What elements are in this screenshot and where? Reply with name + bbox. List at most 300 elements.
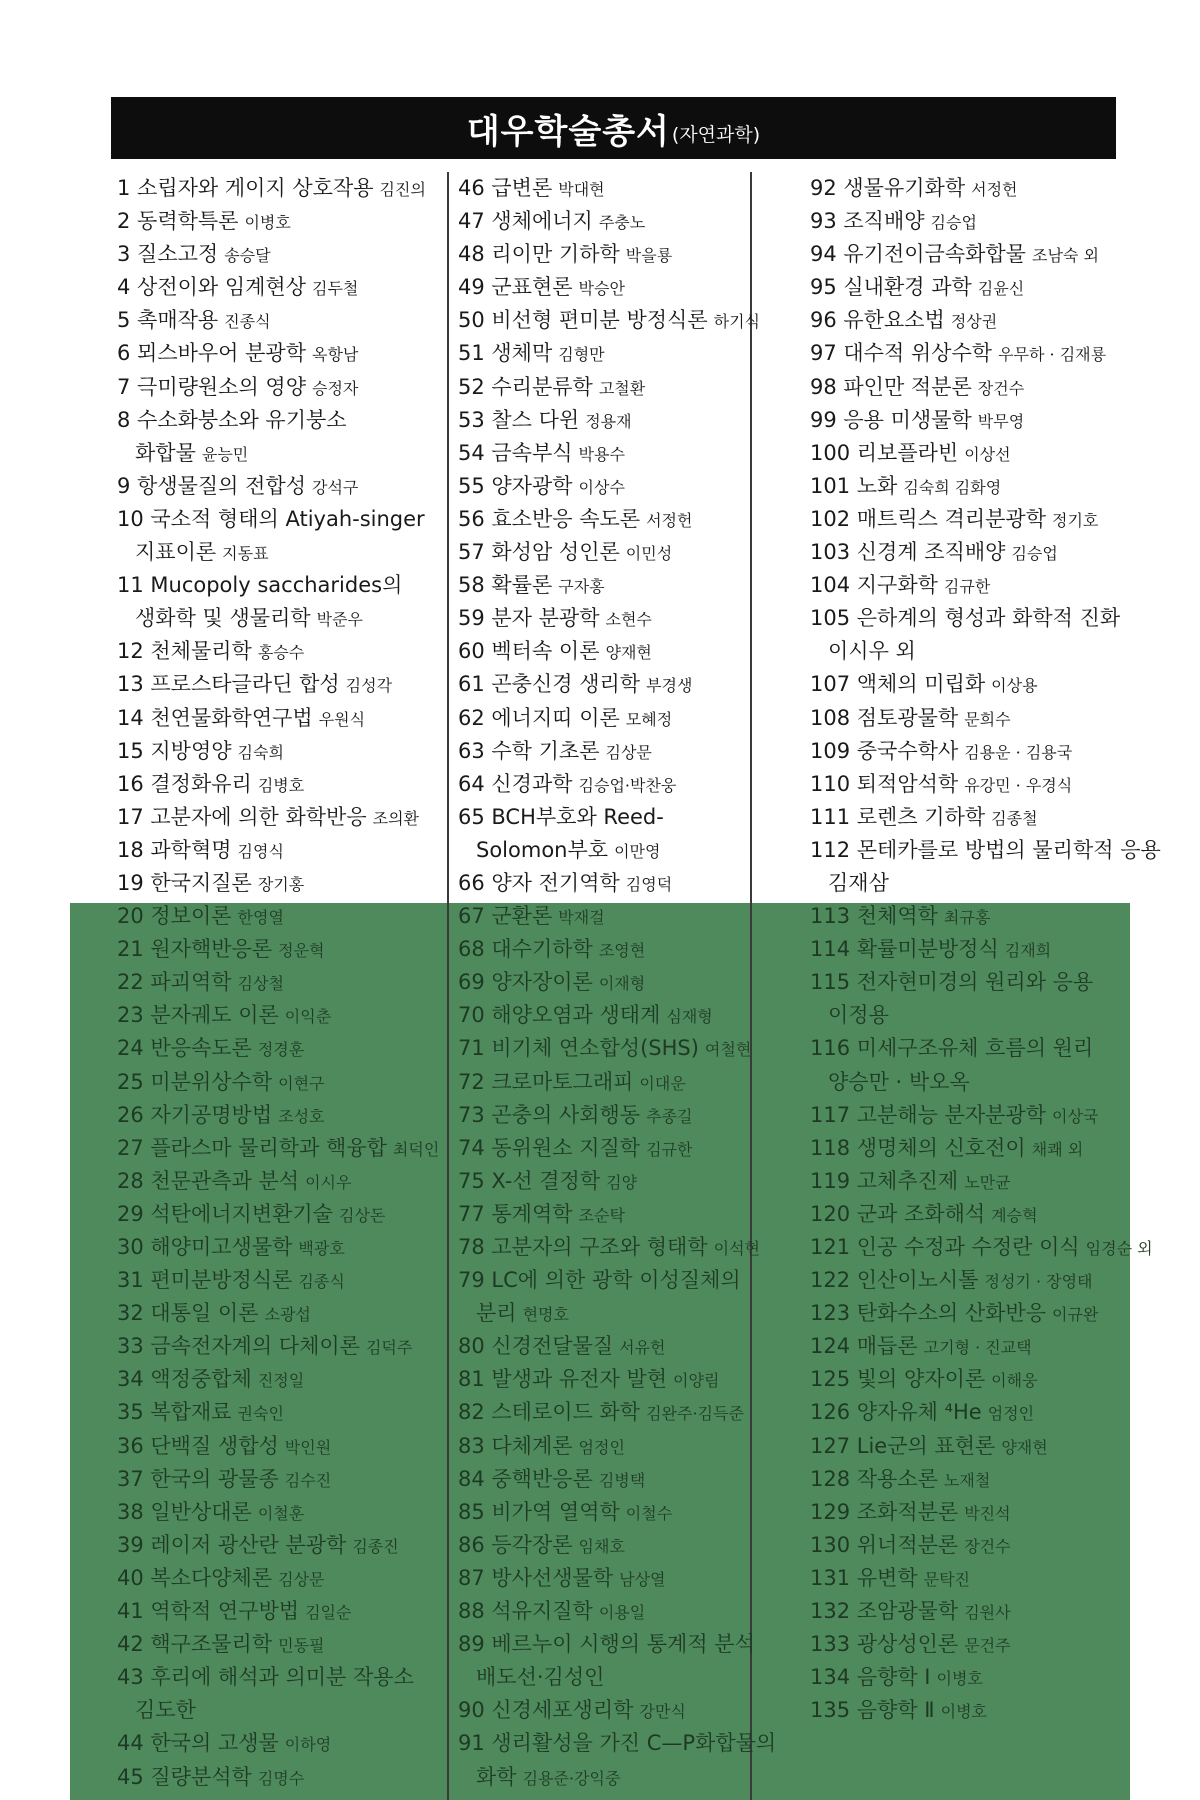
book-author: 문탁진 <box>923 1569 970 1589</box>
book-author: 이병호 <box>936 1669 983 1689</box>
book-list-item <box>117 271 439 304</box>
book-list-column-1 <box>117 172 439 1794</box>
book-author: 이익춘 <box>284 1007 332 1027</box>
book-list-item <box>458 635 782 668</box>
book-list-item <box>458 1032 782 1065</box>
book-list-item <box>458 1727 782 1760</box>
book-list-item <box>117 304 439 337</box>
book-list-item <box>117 933 439 966</box>
book-list-item <box>458 1396 782 1429</box>
book-title: 73 곤충의 사회행동 <box>458 1102 641 1127</box>
book-title: 배도선·김성인 <box>476 1665 605 1690</box>
book-list-item <box>810 1330 1167 1363</box>
book-author: 김상문 <box>278 1569 325 1589</box>
book-author: 소광섭 <box>264 1305 311 1325</box>
book-author: 정경훈 <box>257 1040 305 1060</box>
book-author: 김형만 <box>558 345 605 365</box>
book-list-item <box>810 1430 1167 1463</box>
book-author: 이병호 <box>244 213 291 233</box>
book-author: 엄정인 <box>578 1437 625 1457</box>
book-title: 96 유한요소법 <box>810 308 945 333</box>
book-title: 김재삼 <box>828 870 889 895</box>
book-list-item <box>117 1761 439 1794</box>
book-author: 김승업·박찬웅 <box>578 775 677 795</box>
book-title: 83 다체계론 <box>458 1433 573 1458</box>
book-list-item <box>117 867 439 900</box>
book-author: 김종식 <box>298 1272 345 1292</box>
book-title: 94 유기전이금속화합물 <box>810 242 1026 267</box>
book-list-item <box>458 371 782 404</box>
book-author: 최규홍 <box>943 908 991 928</box>
book-author: 김완주·김득준 <box>646 1404 744 1424</box>
book-title: 31 편미분방정식론 <box>117 1268 293 1293</box>
book-author: 이병호 <box>940 1702 988 1722</box>
book-list-item <box>117 966 439 999</box>
book-title: 44 한국의 고생물 <box>117 1731 279 1756</box>
book-author: 조영현 <box>598 941 646 961</box>
book-list-item <box>810 999 1167 1032</box>
book-list-item <box>810 1562 1167 1595</box>
book-author: 문건주 <box>964 1636 1011 1656</box>
book-author: 한영열 <box>237 908 284 928</box>
book-author: 김원사 <box>964 1603 1011 1623</box>
book-title: 88 석유지질학 <box>458 1599 593 1624</box>
book-list-item <box>810 371 1167 404</box>
book-list-item <box>458 536 782 569</box>
book-list-item <box>810 668 1167 701</box>
book-list-item <box>458 470 782 503</box>
book-author: 최덕인 <box>392 1139 440 1159</box>
book-list-item <box>810 172 1167 205</box>
book-list-item <box>117 1496 439 1529</box>
book-author: 김숙희 <box>237 742 284 762</box>
book-title: 김도한 <box>135 1698 196 1723</box>
book-author: 정상권 <box>950 312 998 332</box>
book-title: 48 리이만 기하학 <box>458 242 620 267</box>
book-author: 윤능민 <box>201 444 249 464</box>
book-list-item <box>117 702 439 735</box>
book-title: 4 상전이와 임계현상 <box>117 275 306 300</box>
book-author: 권숙인 <box>237 1404 284 1424</box>
book-author: 김숙희 김화영 <box>903 477 1002 497</box>
book-author: 정성기 · 장영태 <box>984 1272 1093 1292</box>
book-author: 홍승수 <box>257 643 305 663</box>
book-list-item <box>810 1463 1167 1496</box>
book-title: 양승만 · 박오옥 <box>828 1069 970 1094</box>
book-list-item <box>810 1264 1167 1297</box>
book-title: 1 소립자와 게이지 상호작용 <box>117 176 374 200</box>
book-list-item <box>810 1297 1167 1330</box>
book-list-item <box>810 1032 1167 1065</box>
book-list-item <box>810 271 1167 304</box>
book-author: 채쾌 외 <box>1031 1139 1084 1159</box>
book-title: 84 중핵반응론 <box>458 1466 593 1491</box>
book-list-item <box>117 801 439 834</box>
book-list-item <box>810 1396 1167 1429</box>
book-author: 문희수 <box>964 709 1011 729</box>
book-list-item <box>810 1165 1167 1198</box>
book-list-item <box>458 1529 782 1562</box>
book-author: 김명수 <box>257 1768 305 1788</box>
book-list-item <box>458 1595 782 1628</box>
book-author: 양재현 <box>605 643 652 663</box>
book-list-item <box>810 1099 1167 1132</box>
book-title: 20 정보이론 <box>117 904 232 929</box>
book-author: 주충노 <box>598 213 646 233</box>
book-author: 이양림 <box>673 1371 720 1391</box>
book-title: 90 신경세포생리학 <box>458 1698 634 1723</box>
book-list-item <box>117 1231 439 1264</box>
book-author: 김일순 <box>305 1603 352 1623</box>
book-list-item <box>117 1198 439 1231</box>
book-title: 9 항생물질의 전합성 <box>117 473 306 498</box>
book-list-item <box>117 1132 439 1165</box>
book-list-item <box>458 503 782 536</box>
book-author: 승정자 <box>312 378 359 398</box>
book-title: Solomon부호 <box>476 837 609 862</box>
book-list-item <box>810 635 1167 668</box>
book-list-item <box>458 735 782 768</box>
book-title: 13 프로스타글라딘 합성 <box>117 672 340 697</box>
book-list-item <box>810 1363 1167 1396</box>
book-title: 85 비가역 열역학 <box>458 1499 620 1524</box>
book-author: 장기홍 <box>257 874 305 894</box>
book-list-item <box>117 1430 439 1463</box>
book-author: 조의환 <box>372 808 419 828</box>
book-author: 김두철 <box>312 279 359 299</box>
book-list-item <box>117 1529 439 1562</box>
book-list-item <box>810 900 1167 933</box>
book-author: 추종길 <box>646 1106 693 1126</box>
book-title: 34 액정중합체 <box>117 1367 252 1392</box>
book-title: 120 군과 조화해석 <box>810 1201 986 1226</box>
book-title: 114 확률미분방정식 <box>810 937 999 962</box>
book-title: 46 급변론 <box>458 176 553 200</box>
book-list-item <box>117 172 439 205</box>
book-author: 김규한 <box>646 1139 693 1159</box>
book-title: 50 비선형 편미분 방정식론 <box>458 308 708 333</box>
book-title: 40 복소다양체론 <box>117 1565 273 1590</box>
book-author: 이해웅 <box>991 1371 1038 1391</box>
book-title: 82 스테로이드 화학 <box>458 1400 641 1425</box>
book-list-item <box>117 503 439 536</box>
book-list-item <box>810 1496 1167 1529</box>
series-subtitle: (자연과학) <box>671 123 761 146</box>
book-list-item <box>810 1231 1167 1264</box>
book-list-item <box>458 1661 782 1694</box>
book-list-item <box>117 1661 439 1694</box>
book-title: 33 금속전자계의 다체이론 <box>117 1334 360 1359</box>
book-list-item <box>117 1297 439 1330</box>
book-list-item <box>810 536 1167 569</box>
book-list-item <box>458 867 782 900</box>
book-list-item <box>810 1661 1167 1694</box>
book-title: 119 고체추진제 <box>810 1168 959 1193</box>
book-title: 28 천문관측과 분석 <box>117 1168 300 1193</box>
book-author: 하기식 <box>713 312 760 332</box>
book-title: 27 플라스마 물리학과 핵융합 <box>117 1135 387 1160</box>
book-title: 91 생리활성을 가진 C—P화합물의 <box>458 1731 777 1756</box>
book-title: 17 고분자에 의한 화학반응 <box>117 804 367 829</box>
book-title: 38 일반상대론 <box>117 1499 252 1524</box>
book-list-item <box>810 735 1167 768</box>
book-list-item <box>458 1198 782 1231</box>
book-author: 이상선 <box>964 444 1011 464</box>
book-title: 66 양자 전기역학 <box>458 870 620 895</box>
book-list-item <box>810 304 1167 337</box>
book-title: 113 천체역학 <box>810 904 938 929</box>
book-title: 70 해양오염과 생태계 <box>458 1003 661 1028</box>
book-title: 8 수소화붕소와 유기붕소 <box>117 407 347 432</box>
book-author: 고철환 <box>598 378 646 398</box>
book-list-item <box>117 238 439 271</box>
book-title: 92 생물유기화학 <box>810 176 966 200</box>
book-list-item <box>810 1132 1167 1165</box>
book-author: 이철훈 <box>257 1503 305 1523</box>
book-title: 10 국소적 형태의 Atiyah-singer <box>117 506 425 531</box>
book-author: 박을룡 <box>625 246 673 266</box>
book-title: 이시우 외 <box>828 639 916 664</box>
book-author: 김상돈 <box>338 1205 386 1225</box>
book-list-item <box>117 1595 439 1628</box>
book-title: 26 자기공명방법 <box>117 1102 273 1127</box>
book-author: 김덕주 <box>365 1338 413 1358</box>
book-title: 97 대수적 위상수학 <box>810 341 993 366</box>
book-author: 우원식 <box>318 709 366 729</box>
book-title: 35 복합재료 <box>117 1400 232 1425</box>
book-list-item <box>117 602 439 635</box>
book-author: 김윤신 <box>977 279 1025 299</box>
book-title: 23 분자궤도 이론 <box>117 1003 279 1028</box>
book-title: 77 통계역학 <box>458 1201 573 1226</box>
book-list-item <box>117 1066 439 1099</box>
book-list-item <box>810 834 1167 867</box>
book-title: 107 액체의 미립화 <box>810 672 986 697</box>
book-title: 57 화성암 성인론 <box>458 540 620 565</box>
book-list-item <box>458 900 782 933</box>
book-author: 김영덕 <box>625 874 673 894</box>
book-title: 129 조화적분론 <box>810 1499 959 1524</box>
book-list-item <box>458 1231 782 1264</box>
book-title: 14 천연물화학연구법 <box>117 705 313 730</box>
book-author: 박인원 <box>284 1437 332 1457</box>
book-title: 24 반응속도론 <box>117 1036 252 1061</box>
book-list-item <box>458 602 782 635</box>
book-title: 131 유변학 <box>810 1565 918 1590</box>
book-list-item <box>810 1628 1167 1661</box>
book-author: 김병호 <box>257 775 305 795</box>
book-title: 39 레이저 광산란 분광학 <box>117 1532 347 1557</box>
book-author: 김상철 <box>237 974 284 994</box>
book-title: 108 점토광물학 <box>810 705 959 730</box>
book-author: 박무영 <box>977 411 1025 431</box>
book-author: 현명호 <box>522 1305 569 1325</box>
book-author: 조성호 <box>278 1106 325 1126</box>
book-list-item <box>117 1330 439 1363</box>
book-title: 127 Lie군의 표현론 <box>810 1433 996 1458</box>
book-author: 김상문 <box>605 742 652 762</box>
book-title: 117 고분해능 분자분광학 <box>810 1102 1047 1127</box>
book-author: 강석구 <box>312 477 359 497</box>
book-author: 노만균 <box>964 1172 1011 1192</box>
book-list-item <box>117 569 439 602</box>
book-title: 19 한국지질론 <box>117 870 252 895</box>
book-author: 민동필 <box>278 1636 325 1656</box>
book-list-item <box>458 172 782 205</box>
book-title: 74 동위원소 지질학 <box>458 1135 641 1160</box>
book-title: 49 군표현론 <box>458 275 573 300</box>
book-author: 엄정인 <box>987 1404 1035 1424</box>
book-author: 지동표 <box>222 544 269 564</box>
book-title: 128 작용소론 <box>810 1466 938 1491</box>
book-title: 130 위너적분론 <box>810 1532 959 1557</box>
series-title-bar <box>111 97 1116 159</box>
book-author: 진정일 <box>257 1371 305 1391</box>
book-list-item <box>458 668 782 701</box>
book-title: 78 고분자의 구조와 형태학 <box>458 1235 708 1259</box>
book-list-item <box>458 205 782 238</box>
book-author: 이재형 <box>598 974 646 994</box>
book-title: 2 동력학특론 <box>117 209 239 234</box>
book-list-item <box>117 1099 439 1132</box>
column-divider <box>447 172 449 1800</box>
book-title: 118 생명체의 신호전이 <box>810 1135 1026 1160</box>
book-title: 3 질소고정 <box>117 242 219 267</box>
book-author: 이시우 <box>305 1172 352 1192</box>
book-title: 29 석탄에너지변환기술 <box>117 1201 333 1226</box>
book-title: 43 후리에 해석과 의미분 작용소 <box>117 1665 414 1690</box>
book-title: 126 양자유체 ⁴He <box>810 1400 982 1425</box>
book-title: 지표이론 <box>135 540 217 565</box>
book-list-item <box>810 702 1167 735</box>
book-author: 노재철 <box>943 1470 991 1490</box>
book-title: 132 조암광물학 <box>810 1599 959 1624</box>
book-list-item <box>458 966 782 999</box>
book-author: 임채호 <box>578 1536 625 1556</box>
book-author: 강만식 <box>639 1702 686 1722</box>
book-title: 60 벡터속 이론 <box>458 639 600 664</box>
book-title: 22 파괴역학 <box>117 970 232 995</box>
book-list-item <box>117 470 439 503</box>
book-author: 이만영 <box>614 841 661 861</box>
book-list-item <box>458 1264 782 1297</box>
book-list-item <box>810 569 1167 602</box>
book-title: 112 몬테카를로 방법의 물리학적 응용 <box>810 837 1161 862</box>
book-list-item <box>458 271 782 304</box>
book-author: 이대운 <box>639 1073 686 1093</box>
book-list-item <box>810 238 1167 271</box>
book-list-item <box>458 238 782 271</box>
book-title: 87 방사선생물학 <box>458 1565 614 1590</box>
book-list-item <box>458 404 782 437</box>
book-author: 박재걸 <box>558 908 605 928</box>
book-author: 이하영 <box>284 1735 332 1755</box>
book-author: 김병택 <box>598 1470 646 1490</box>
book-author: 김승업 <box>930 213 977 233</box>
book-title: 51 생체막 <box>458 341 553 366</box>
book-list-item <box>117 635 439 668</box>
book-title: 54 금속부식 <box>458 440 573 465</box>
book-list-column-3 <box>810 172 1167 1727</box>
book-title: 110 퇴적암석학 <box>810 771 959 796</box>
book-list-item <box>458 1628 782 1661</box>
book-title: 123 탄화수소의 산화반응 <box>810 1301 1047 1326</box>
book-title: 분리 <box>476 1301 517 1326</box>
book-author: 임경순 외 <box>1085 1239 1153 1258</box>
book-list-item <box>458 1463 782 1496</box>
book-list-item <box>810 404 1167 437</box>
book-list-item <box>458 1099 782 1132</box>
book-author: 옥항남 <box>312 345 359 365</box>
book-author: 김수진 <box>284 1470 332 1490</box>
book-title: 105 은하계의 형성과 화학적 진화 <box>810 606 1121 631</box>
book-author: 이상수 <box>578 477 625 497</box>
book-list-item <box>810 470 1167 503</box>
book-author: 이석현 <box>713 1239 760 1258</box>
book-list-item <box>117 1628 439 1661</box>
book-title: 55 양자광학 <box>458 473 573 498</box>
book-list-item <box>810 867 1167 900</box>
book-author: 김재희 <box>1004 941 1052 961</box>
book-title: 58 확률론 <box>458 573 553 598</box>
book-list-item <box>810 205 1167 238</box>
book-title: 133 광상성인론 <box>810 1632 959 1657</box>
book-list-item <box>117 371 439 404</box>
book-list-item <box>458 1761 782 1794</box>
book-list-item <box>810 602 1167 635</box>
book-title: 75 X-선 결정학 <box>458 1168 601 1193</box>
book-list-column-2 <box>458 172 782 1794</box>
book-author: 송승달 <box>224 246 271 266</box>
book-list-item <box>117 337 439 370</box>
book-author: 이상국 <box>1052 1106 1099 1126</box>
book-title: 63 수학 기초론 <box>458 738 600 763</box>
book-list-item <box>458 437 782 470</box>
book-list-item <box>117 1032 439 1065</box>
book-author: 백광호 <box>298 1239 345 1258</box>
book-list-item <box>458 569 782 602</box>
book-author: 정기호 <box>1052 510 1099 530</box>
book-list-item <box>458 768 782 801</box>
book-title: 102 매트릭스 격리분광학 <box>810 506 1047 531</box>
book-author: 계승혁 <box>991 1205 1038 1225</box>
book-list-item <box>810 437 1167 470</box>
book-list-item <box>117 1264 439 1297</box>
book-list-item <box>117 1165 439 1198</box>
book-list-item <box>458 1562 782 1595</box>
book-title: 81 발생과 유전자 발현 <box>458 1367 668 1392</box>
book-list-item <box>117 1363 439 1396</box>
book-list-item <box>117 437 439 470</box>
book-title: 45 질량분석학 <box>117 1764 252 1789</box>
book-title: 89 베르누이 시행의 통계적 분석 <box>458 1632 755 1657</box>
book-list-item <box>810 801 1167 834</box>
book-title: 11 Mucopoly saccharides의 <box>117 573 403 598</box>
book-author: 김용운 · 김용국 <box>964 742 1073 762</box>
book-author: 남상열 <box>619 1569 666 1589</box>
book-author: 김종진 <box>352 1536 399 1556</box>
book-title: 62 에너지띠 이론 <box>458 705 620 730</box>
book-title: 71 비기체 연소합성(SHS) <box>458 1036 699 1061</box>
book-title: 36 단백질 생합성 <box>117 1433 279 1458</box>
book-author: 김규한 <box>943 577 991 597</box>
book-list-item <box>458 1066 782 1099</box>
book-author: 조남숙 외 <box>1031 246 1099 266</box>
book-title: 65 BCH부호와 Reed- <box>458 804 664 829</box>
book-author: 우무하 · 김재룡 <box>998 345 1107 365</box>
book-list-item <box>117 1396 439 1429</box>
book-title: 6 뫼스바우어 분광학 <box>117 341 306 366</box>
